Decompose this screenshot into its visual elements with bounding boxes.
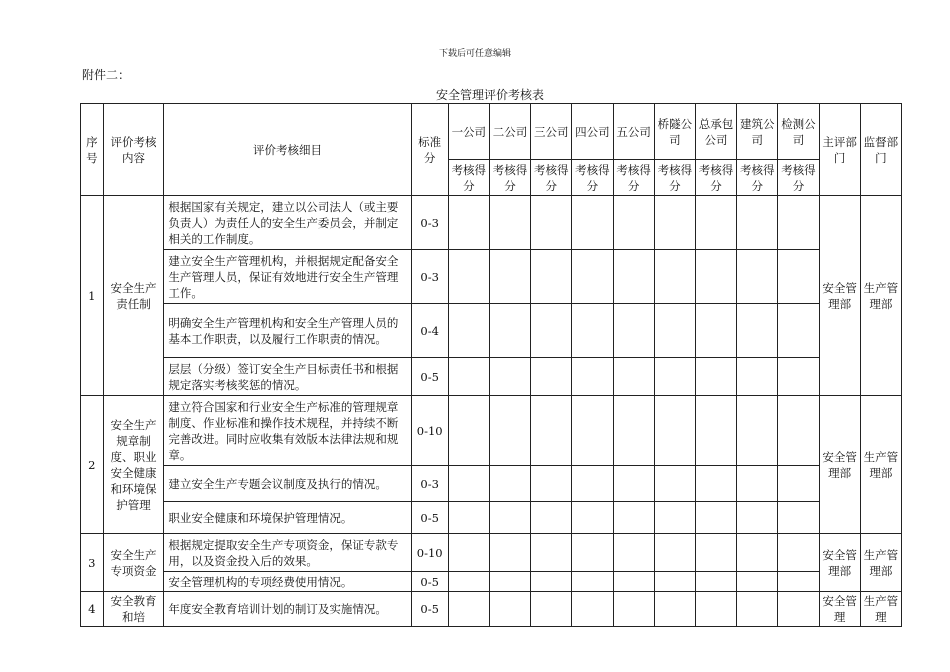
score-cell bbox=[613, 304, 654, 358]
score-cell bbox=[572, 534, 613, 572]
score-cell bbox=[613, 396, 654, 466]
score-cell bbox=[448, 466, 489, 502]
header-main-dept: 主评部门 bbox=[819, 104, 860, 196]
score-cell bbox=[737, 534, 778, 572]
score-cell bbox=[695, 358, 736, 396]
score-cell bbox=[778, 304, 819, 358]
score-cell bbox=[572, 572, 613, 592]
score-cell bbox=[778, 466, 819, 502]
score-cell bbox=[613, 502, 654, 534]
score-cell bbox=[695, 534, 736, 572]
table-row bbox=[81, 534, 902, 572]
row-detail: 建立符合国家和行业安全生产标准的管理规章制度、作业标准和操作技术规程，并持续不断完善改进。同时应收集有效版本法律法规和规章。 bbox=[164, 396, 411, 466]
score-cell bbox=[448, 304, 489, 358]
header-score-9: 考核得分 bbox=[778, 160, 819, 196]
score-cell bbox=[489, 396, 530, 466]
row-main-dept: 安全管理部 bbox=[819, 534, 860, 592]
score-cell bbox=[737, 592, 778, 627]
row-seq: 4 bbox=[81, 592, 104, 627]
row-detail: 建立安全生产管理机构，并根据规定配备安全生产管理人员，保证有效地进行安全生产管理工作。 bbox=[164, 250, 411, 304]
table-row bbox=[81, 572, 902, 592]
score-cell bbox=[654, 466, 695, 502]
score-cell bbox=[489, 196, 530, 250]
score-cell bbox=[737, 466, 778, 502]
header-company-3: 三公司 bbox=[531, 104, 572, 160]
row-content: 安全教育和培 bbox=[103, 592, 164, 627]
header-row bbox=[81, 104, 902, 160]
score-cell bbox=[489, 358, 530, 396]
score-cell bbox=[654, 502, 695, 534]
header-note: 下载后可任意编辑 bbox=[438, 49, 511, 59]
score-cell bbox=[695, 466, 736, 502]
score-cell bbox=[654, 358, 695, 396]
row-standard: 0-10 bbox=[411, 396, 448, 466]
row-standard: 0-3 bbox=[411, 466, 448, 502]
score-cell bbox=[489, 250, 530, 304]
row-detail: 年度安全教育培训计划的制订及实施情况。 bbox=[164, 592, 411, 627]
score-cell bbox=[489, 534, 530, 572]
row-seq: 1 bbox=[81, 196, 104, 396]
row-main-dept: 安全管理 bbox=[819, 592, 860, 627]
table-row bbox=[81, 358, 902, 396]
header-company-5: 五公司 bbox=[613, 104, 654, 160]
header-supervise-dept: 监督部门 bbox=[860, 104, 901, 196]
row-standard: 0-10 bbox=[411, 534, 448, 572]
score-cell bbox=[531, 592, 572, 627]
score-cell bbox=[448, 534, 489, 572]
row-seq: 2 bbox=[81, 396, 104, 534]
score-cell bbox=[531, 502, 572, 534]
table-row bbox=[81, 466, 902, 502]
score-cell bbox=[613, 534, 654, 572]
score-cell bbox=[778, 534, 819, 572]
score-cell bbox=[448, 396, 489, 466]
score-cell bbox=[778, 396, 819, 466]
score-cell bbox=[448, 196, 489, 250]
header-score-4: 考核得分 bbox=[572, 160, 613, 196]
row-main-dept: 安全管理部 bbox=[819, 196, 860, 396]
table-row bbox=[81, 250, 902, 304]
score-cell bbox=[448, 502, 489, 534]
score-cell bbox=[778, 196, 819, 250]
score-cell bbox=[572, 592, 613, 627]
table-row bbox=[81, 502, 902, 534]
row-content: 安全生产规章制度、职业安全健康和环境保护管理 bbox=[103, 396, 164, 534]
header-score-3: 考核得分 bbox=[531, 160, 572, 196]
row-main-dept: 安全管理部 bbox=[819, 396, 860, 534]
score-cell bbox=[531, 534, 572, 572]
score-cell bbox=[572, 304, 613, 358]
score-cell bbox=[778, 250, 819, 304]
score-cell bbox=[654, 304, 695, 358]
score-cell bbox=[737, 196, 778, 250]
score-cell bbox=[737, 396, 778, 466]
score-cell bbox=[654, 534, 695, 572]
header-score-5: 考核得分 bbox=[613, 160, 654, 196]
row-supervise-dept: 生产管理部 bbox=[860, 534, 901, 592]
row-detail: 层层（分级）签订安全生产目标责任书和根据规定落实考核奖惩的情况。 bbox=[164, 358, 411, 396]
score-cell bbox=[778, 502, 819, 534]
header-company-1: 一公司 bbox=[448, 104, 489, 160]
score-cell bbox=[448, 250, 489, 304]
score-cell bbox=[654, 592, 695, 627]
score-cell bbox=[572, 502, 613, 534]
score-cell bbox=[489, 592, 530, 627]
header-company-4: 四公司 bbox=[572, 104, 613, 160]
score-cell bbox=[489, 502, 530, 534]
table-row bbox=[81, 396, 902, 466]
header-score-2: 考核得分 bbox=[489, 160, 530, 196]
score-cell bbox=[737, 250, 778, 304]
score-cell bbox=[695, 502, 736, 534]
header-company-2: 二公司 bbox=[489, 104, 530, 160]
score-cell bbox=[572, 358, 613, 396]
attachment-label: 附件二： bbox=[82, 68, 131, 82]
score-cell bbox=[489, 572, 530, 592]
score-cell bbox=[531, 466, 572, 502]
row-detail: 职业安全健康和环境保护管理情况。 bbox=[164, 502, 411, 534]
score-cell bbox=[531, 196, 572, 250]
row-content: 安全生产责任制 bbox=[103, 196, 164, 396]
score-cell bbox=[489, 304, 530, 358]
score-cell bbox=[695, 250, 736, 304]
score-cell bbox=[654, 196, 695, 250]
score-cell bbox=[737, 572, 778, 592]
score-cell bbox=[613, 250, 654, 304]
header-content: 评价考核内容 bbox=[103, 104, 164, 196]
header-detail: 评价考核细目 bbox=[164, 104, 411, 196]
table-title: 安全管理评价考核表 bbox=[435, 88, 544, 102]
score-cell bbox=[531, 572, 572, 592]
score-cell bbox=[572, 196, 613, 250]
row-supervise-dept: 生产管理部 bbox=[860, 396, 901, 534]
row-seq: 3 bbox=[81, 534, 104, 592]
score-cell bbox=[737, 358, 778, 396]
row-supervise-dept: 生产管理部 bbox=[860, 196, 901, 396]
score-cell bbox=[695, 196, 736, 250]
score-cell bbox=[572, 396, 613, 466]
row-standard: 0-5 bbox=[411, 502, 448, 534]
score-cell bbox=[448, 592, 489, 627]
row-standard: 0-5 bbox=[411, 592, 448, 627]
header-company-7: 总承包公司 bbox=[695, 104, 736, 160]
row-standard: 0-5 bbox=[411, 358, 448, 396]
header-score-1: 考核得分 bbox=[448, 160, 489, 196]
row-detail: 明确安全生产管理机构和安全生产管理人员的基本工作职责，以及履行工作职责的情况。 bbox=[164, 304, 411, 358]
row-detail: 安全管理机构的专项经费使用情况。 bbox=[164, 572, 411, 592]
header-company-6: 桥隧公司 bbox=[654, 104, 695, 160]
score-cell bbox=[448, 358, 489, 396]
row-standard: 0-3 bbox=[411, 196, 448, 250]
score-cell bbox=[737, 304, 778, 358]
score-cell bbox=[531, 250, 572, 304]
score-cell bbox=[613, 466, 654, 502]
score-cell bbox=[695, 592, 736, 627]
header-score-6: 考核得分 bbox=[654, 160, 695, 196]
score-cell bbox=[531, 396, 572, 466]
row-detail: 根据规定提取安全生产专项资金，保证专款专用，以及资金投入后的效果。 bbox=[164, 534, 411, 572]
row-detail: 根据国家有关规定，建立以公司法人（或主要负责人）为责任人的安全生产委员会，并制定相关的工作制度。 bbox=[164, 196, 411, 250]
header-company-8: 建筑公司 bbox=[737, 104, 778, 160]
score-cell bbox=[613, 592, 654, 627]
score-cell bbox=[613, 358, 654, 396]
score-cell bbox=[695, 572, 736, 592]
table-row bbox=[81, 304, 902, 358]
score-cell bbox=[613, 196, 654, 250]
evaluation-table bbox=[80, 103, 902, 627]
score-cell bbox=[531, 358, 572, 396]
score-cell bbox=[572, 466, 613, 502]
header-seq: 序号 bbox=[81, 104, 104, 196]
score-cell bbox=[778, 358, 819, 396]
header-standard: 标准分 bbox=[411, 104, 448, 196]
score-cell bbox=[654, 572, 695, 592]
score-cell bbox=[695, 304, 736, 358]
table-row bbox=[81, 592, 902, 627]
score-cell bbox=[448, 572, 489, 592]
score-cell bbox=[654, 396, 695, 466]
table-row bbox=[81, 196, 902, 250]
row-standard: 0-5 bbox=[411, 572, 448, 592]
score-cell bbox=[531, 304, 572, 358]
header-score-7: 考核得分 bbox=[695, 160, 736, 196]
score-cell bbox=[613, 572, 654, 592]
score-cell bbox=[654, 250, 695, 304]
row-supervise-dept: 生产管理 bbox=[860, 592, 901, 627]
score-cell bbox=[572, 250, 613, 304]
row-content: 安全生产专项资金 bbox=[103, 534, 164, 592]
score-cell bbox=[778, 592, 819, 627]
row-detail: 建立安全生产专题会议制度及执行的情况。 bbox=[164, 466, 411, 502]
header-company-9: 检测公司 bbox=[778, 104, 819, 160]
score-cell bbox=[695, 396, 736, 466]
row-standard: 0-4 bbox=[411, 304, 448, 358]
row-standard: 0-3 bbox=[411, 250, 448, 304]
score-cell bbox=[489, 466, 530, 502]
score-cell bbox=[778, 572, 819, 592]
header-score-8: 考核得分 bbox=[737, 160, 778, 196]
score-cell bbox=[737, 502, 778, 534]
